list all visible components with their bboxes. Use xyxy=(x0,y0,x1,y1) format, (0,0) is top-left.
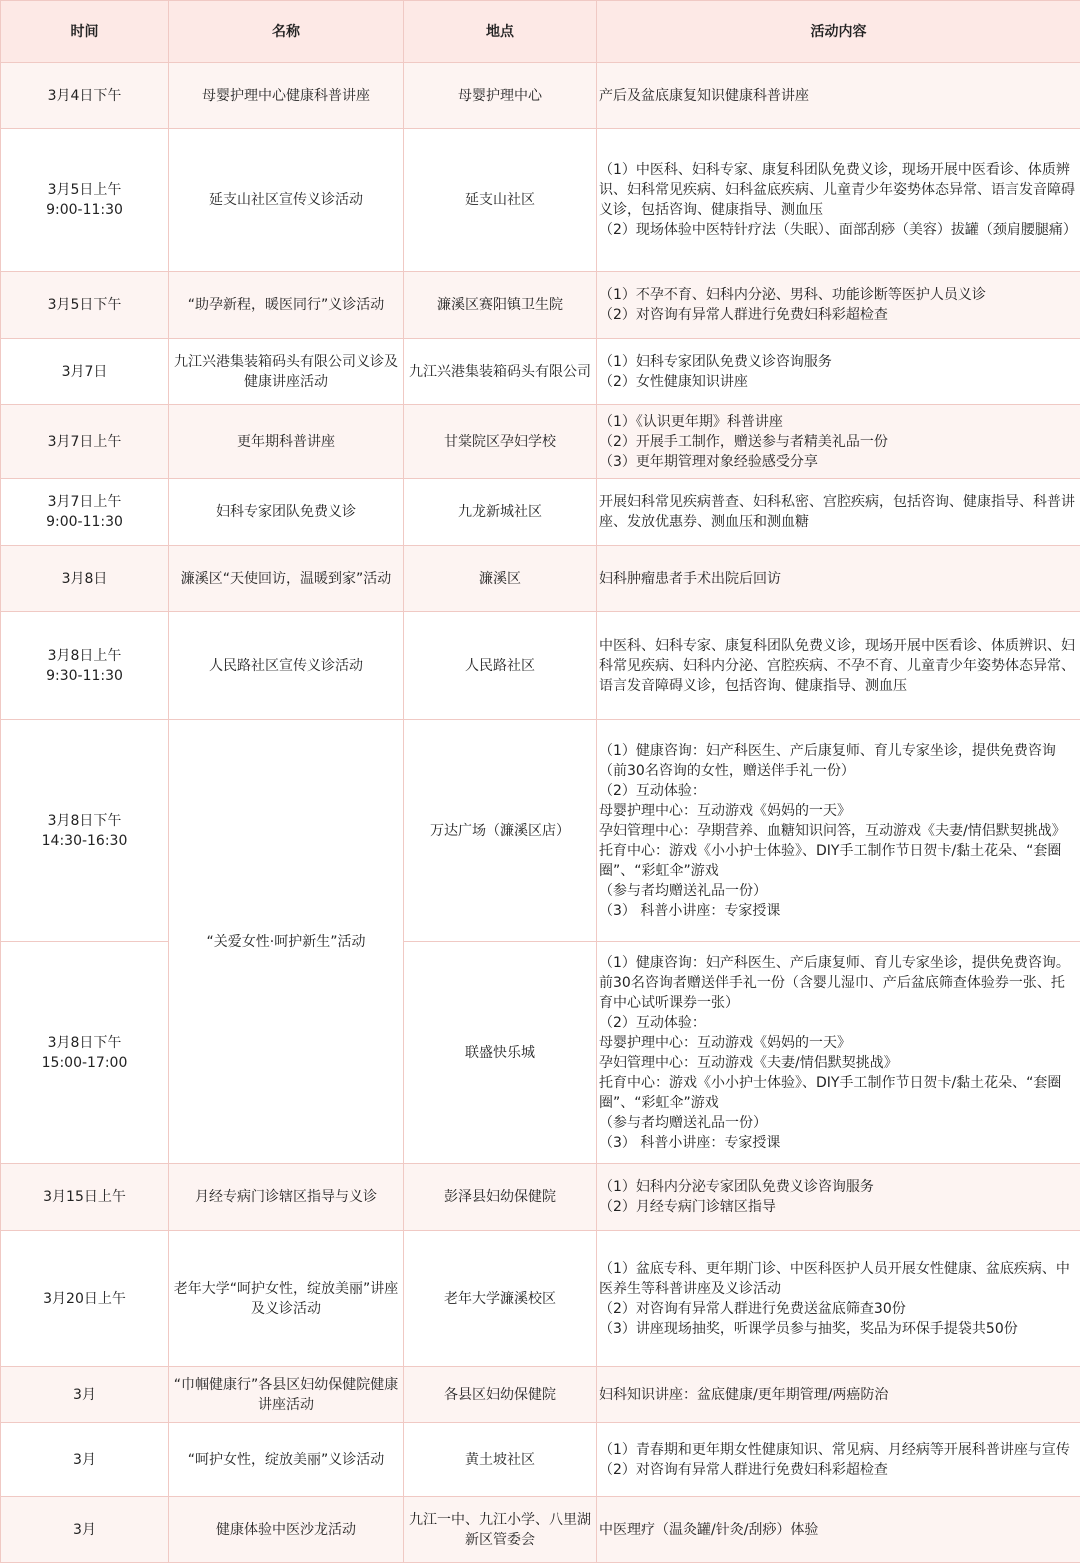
cell-place: 濂溪区赛阳镇卫生院 xyxy=(404,272,597,339)
table-row xyxy=(1,720,1080,942)
cell-content: （1）妇科专家团队免费义诊咨询服务 （2）女性健康知识讲座 xyxy=(597,339,1080,405)
cell-place: 联盛快乐城 xyxy=(404,942,597,1164)
table-row xyxy=(1,1164,1080,1231)
table-row xyxy=(1,1367,1080,1423)
cell-time: 3月20日上午 xyxy=(1,1231,169,1367)
cell-place: 母婴护理中心 xyxy=(404,63,597,129)
cell-content: （1）妇科内分泌专家团队免费义诊咨询服务 （2）月经专病门诊辖区指导 xyxy=(597,1164,1080,1231)
cell-content: （1）《认识更年期》科普讲座 （2）开展手工制作，赠送参与者精美礼品一份 （3）更年期管理对象经验感受分享 xyxy=(597,405,1080,479)
cell-content: 妇科知识讲座：盆底健康/更年期管理/两癌防治 xyxy=(597,1367,1080,1423)
cell-content: 产后及盆底康复知识健康科普讲座 xyxy=(597,63,1080,129)
table-row xyxy=(1,1231,1080,1367)
cell-time: 3月4日下午 xyxy=(1,63,169,129)
cell-time: 3月 xyxy=(1,1423,169,1497)
cell-place: 黄土坡社区 xyxy=(404,1423,597,1497)
cell-place: 延支山社区 xyxy=(404,129,597,272)
header-name: 名称 xyxy=(169,1,404,63)
cell-name: 更年期科普讲座 xyxy=(169,405,404,479)
cell-name: 人民路社区宣传义诊活动 xyxy=(169,612,404,720)
table-row xyxy=(1,405,1080,479)
cell-content: 妇科肿瘤患者手术出院后回访 xyxy=(597,546,1080,612)
cell-place: 甘棠院区孕妇学校 xyxy=(404,405,597,479)
table-row xyxy=(1,339,1080,405)
cell-name: “巾帼健康行”各县区妇幼保健院健康讲座活动 xyxy=(169,1367,404,1423)
cell-name: 九江兴港集装箱码头有限公司义诊及健康讲座活动 xyxy=(169,339,404,405)
cell-place: 濂溪区 xyxy=(404,546,597,612)
cell-name: 妇科专家团队免费义诊 xyxy=(169,479,404,546)
cell-place: 各县区妇幼保健院 xyxy=(404,1367,597,1423)
cell-name: 月经专病门诊辖区指导与义诊 xyxy=(169,1164,404,1231)
cell-place: 老年大学濂溪校区 xyxy=(404,1231,597,1367)
cell-time: 3月 xyxy=(1,1497,169,1563)
cell-time: 3月7日上午 xyxy=(1,405,169,479)
cell-content: 中医理疗（温灸罐/针灸/刮痧）体验 xyxy=(597,1497,1080,1563)
cell-time: 3月5日下午 xyxy=(1,272,169,339)
table-row xyxy=(1,129,1080,272)
cell-time: 3月8日上午 9:30-11:30 xyxy=(1,612,169,720)
cell-name: 延支山社区宣传义诊活动 xyxy=(169,129,404,272)
cell-content: （1）盆底专科、更年期门诊、中医科医护人员开展女性健康、盆底疾病、中医养生等科普讲座及义诊活动 （2）对咨询有异常人群进行免费送盆底筛查30份 （3）讲座现场抽奖，听课学员参与抽奖，奖品为环保手提袋共50份 xyxy=(597,1231,1080,1367)
cell-place: 九江一中、九江小学、八里湖新区管委会 xyxy=(404,1497,597,1563)
cell-name: 老年大学“呵护女性，绽放美丽”讲座及义诊活动 xyxy=(169,1231,404,1367)
cell-place: 彭泽县妇幼保健院 xyxy=(404,1164,597,1231)
cell-time: 3月5日上午 9:00-11:30 xyxy=(1,129,169,272)
cell-place: 九龙新城社区 xyxy=(404,479,597,546)
cell-content: 开展妇科常见疾病普查、妇科私密、宫腔疾病，包括咨询、健康指导、科普讲座、发放优惠券、测血压和测血糖 xyxy=(597,479,1080,546)
cell-content: （1）不孕不育、妇科内分泌、男科、功能诊断等医护人员义诊 （2）对咨询有异常人群进行免费妇科彩超检查 xyxy=(597,272,1080,339)
cell-content: 中医科、妇科专家、康复科团队免费义诊，现场开展中医看诊、体质辨识、妇科常见疾病、妇科内分泌、宫腔疾病、不孕不育、儿童青少年姿势体态异常、语言发音障碍义诊，包括咨询、健康指导、测血压 xyxy=(597,612,1080,720)
cell-place: 九江兴港集装箱码头有限公司 xyxy=(404,339,597,405)
table-row xyxy=(1,1423,1080,1497)
cell-content: （1）青春期和更年期女性健康知识、常见病、月经病等开展科普讲座与宣传 （2）对咨询有异常人群进行免费妇科彩超检查 xyxy=(597,1423,1080,1497)
header-content: 活动内容 xyxy=(597,1,1080,63)
table-row xyxy=(1,272,1080,339)
cell-name: 健康体验中医沙龙活动 xyxy=(169,1497,404,1563)
cell-content: （1）健康咨询：妇产科医生、产后康复师、育儿专家坐诊，提供免费咨询。前30名咨询者赠送伴手礼一份（含婴儿湿巾、产后盆底筛查体验券一张、托育中心试听课券一张） （2）互动体验： 母婴护理中心：互动游戏《妈妈的一天》 孕妇管理中心：互动游戏《夫妻/情侣默契挑战》 托育中心：游戏《小小护士体验》、DIY手工制作节日贺卡/黏土花朵、“套圈圈”、“彩虹伞”游戏 （参与者均赠送礼品一份） （3） 科普小讲座：专家授课 xyxy=(597,942,1080,1164)
cell-time: 3月15日上午 xyxy=(1,1164,169,1231)
table-row xyxy=(1,1497,1080,1563)
table-row xyxy=(1,546,1080,612)
cell-time: 3月8日下午 15:00-17:00 xyxy=(1,942,169,1164)
cell-name: “助孕新程，暖医同行”义诊活动 xyxy=(169,272,404,339)
table-row xyxy=(1,612,1080,720)
cell-place: 万达广场（濂溪区店） xyxy=(404,720,597,942)
cell-time: 3月8日下午 14:30-16:30 xyxy=(1,720,169,942)
cell-time: 3月7日上午 9:00-11:30 xyxy=(1,479,169,546)
table-row xyxy=(1,479,1080,546)
table-row xyxy=(1,942,1080,1164)
table-header-row xyxy=(1,1,1080,63)
cell-content: （1）健康咨询：妇产科医生、产后康复师、育儿专家坐诊，提供免费咨询（前30名咨询的女性，赠送伴手礼一份） （2）互动体验： 母婴护理中心：互动游戏《妈妈的一天》 孕妇管理中心：孕期营养、血糖知识问答，互动游戏《夫妻/情侣默契挑战》 托育中心：游戏《小小护士体验》、DIY手工制作节日贺卡/黏土花朵、“套圈圈”、“彩虹伞”游戏 （参与者均赠送礼品一份） （3） 科普小讲座：专家授课 xyxy=(597,720,1080,942)
cell-name: 濂溪区“天使回访，温暖到家”活动 xyxy=(169,546,404,612)
cell-time: 3月7日 xyxy=(1,339,169,405)
cell-name: 母婴护理中心健康科普讲座 xyxy=(169,63,404,129)
cell-time: 3月 xyxy=(1,1367,169,1423)
cell-place: 人民路社区 xyxy=(404,612,597,720)
header-time: 时间 xyxy=(1,1,169,63)
table-row xyxy=(1,63,1080,129)
cell-name: “呵护女性，绽放美丽”义诊活动 xyxy=(169,1423,404,1497)
cell-content: （1）中医科、妇科专家、康复科团队免费义诊，现场开展中医看诊、体质辨识、妇科常见疾病、妇科盆底疾病、儿童青少年姿势体态异常、语言发音障碍义诊，包括咨询、健康指导、测血压 （2）现场体验中医特针疗法（失眠）、面部刮痧（美容）拔罐（颈肩腰腿痛） xyxy=(597,129,1080,272)
cell-time: 3月8日 xyxy=(1,546,169,612)
cell-name: “关爱女性·呵护新生”活动 xyxy=(169,720,404,1164)
header-place: 地点 xyxy=(404,1,597,63)
